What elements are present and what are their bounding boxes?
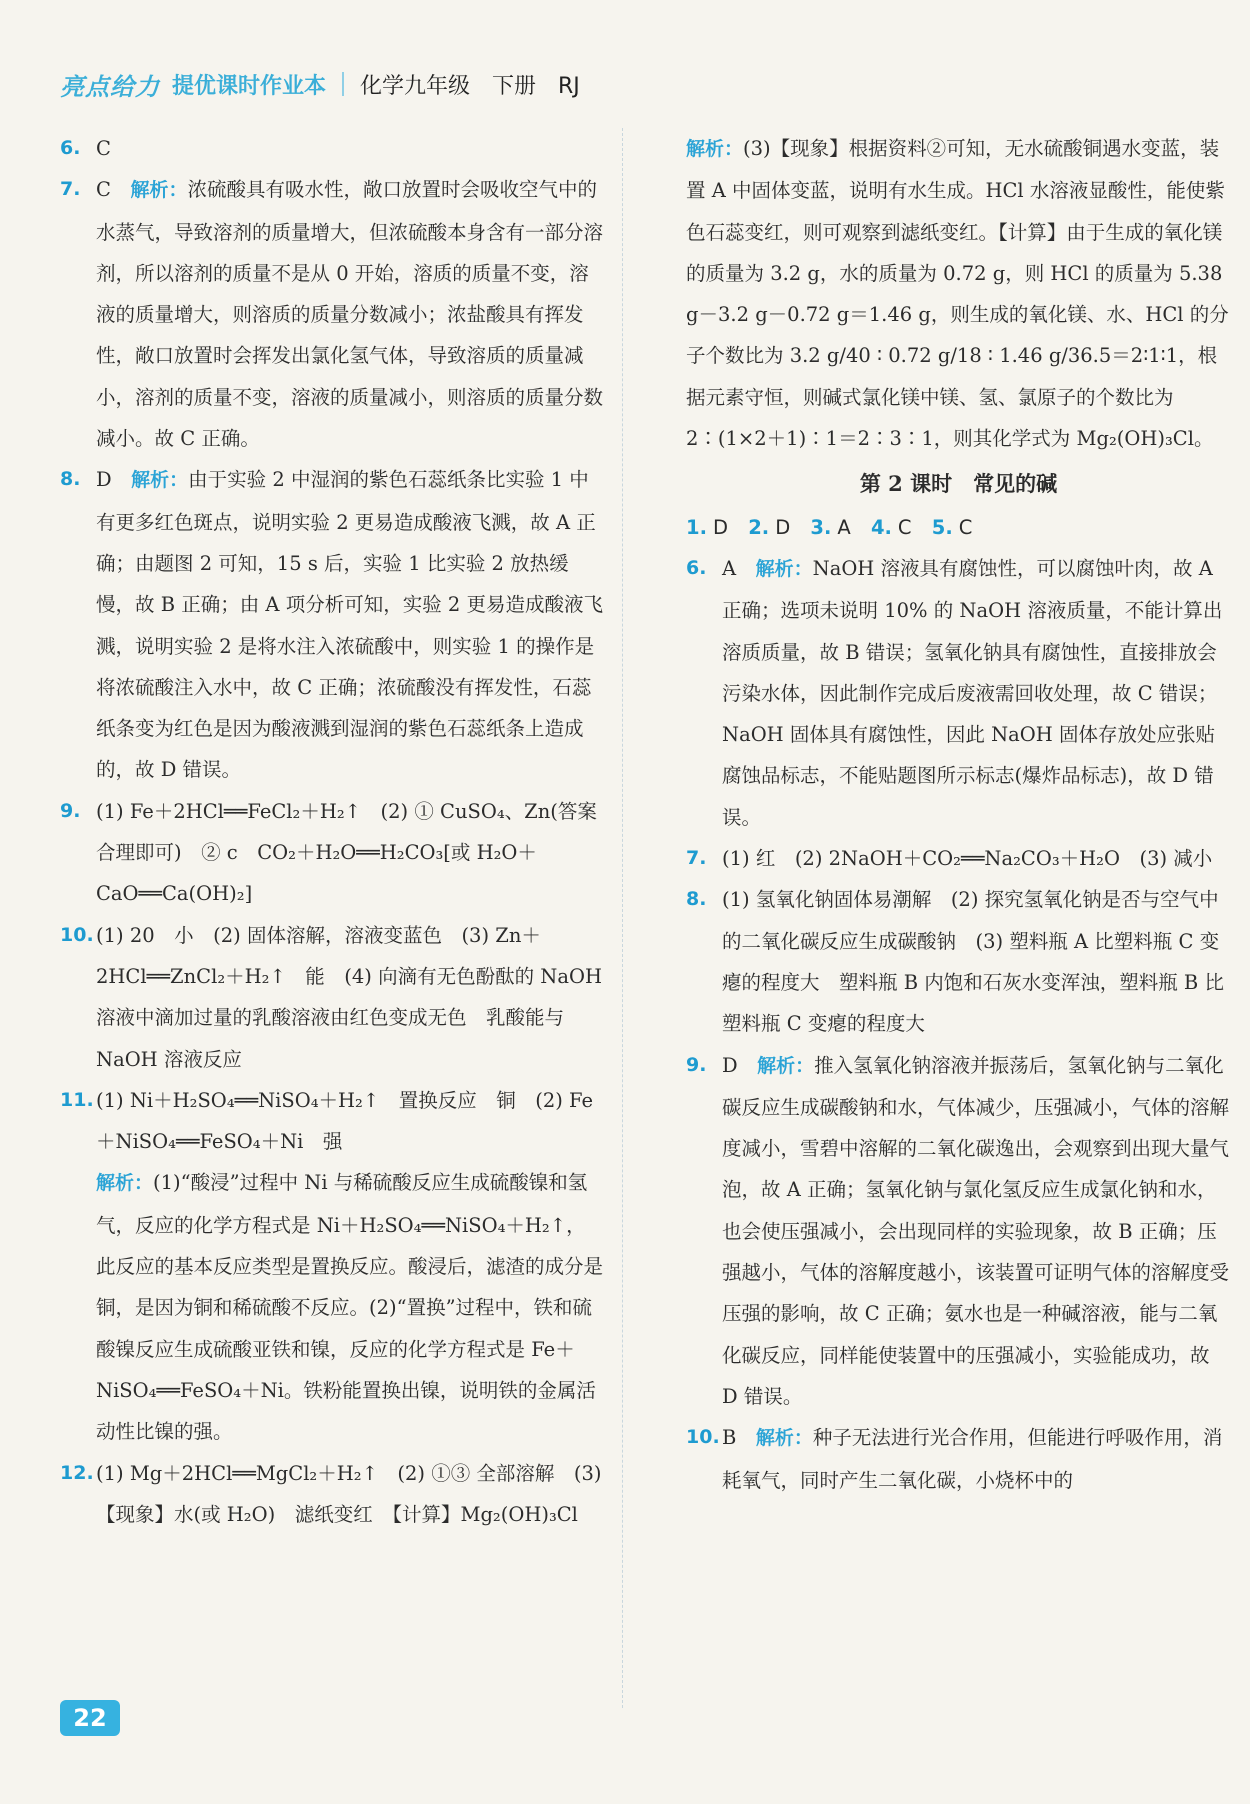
analysis-label: 解析：: [686, 138, 744, 160]
answer-item: [60, 169, 605, 459]
answer-choice: C: [897, 515, 912, 539]
answer-text: NaOH 溶液具有腐蚀性，可以腐蚀叶肉，故 A 正确；选项未说明 10% 的 NaOH 溶液质量，不能计算出溶质质量，故 B 错误；氢氧化钠具有腐蚀性，直接排放会污染水体，因此制作完成后废液需回收处理，故 C 错误；NaOH 固体具有腐蚀性，因此 NaOH 固体存放处应张贴腐蚀品标志，不能贴题图所示标志(爆炸品标志)，故 D 错误。: [722, 556, 1223, 829]
question-number: 7.: [60, 178, 81, 201]
answer-item: [60, 1453, 605, 1536]
analysis-text: (3)【现象】根据资料②可知，无水硫酸铜遇水变蓝，装置 A 中固体变蓝，说明有水生成。HCl 水溶液显酸性，能使紫色石蕊变红，则可观察到滤纸变红。【计算】由于生成的氧化镁的质量为 3.2 g，水的质量为 0.72 g，则 HCl 的质量为 5.38 g－3.2 g－0.72 g＝1.46 g，则生成的氧化镁、水、HCl 的分子个数比为 3.2 g/40 ∶ 0.72 g/18 ∶ 1.46 g/36.5＝2∶1∶1，根据元素守恒，则碱式氯化镁中镁、氢、氯原子的个数比为 2∶(1×2＋1)∶1＝2∶3∶1，则其化学式为 Mg₂(OH)₃Cl。: [686, 137, 1229, 451]
page-number: 22: [60, 1700, 120, 1736]
subject-title: 化学九年级 下册 RJ: [360, 73, 580, 99]
question-number: 9.: [686, 1053, 707, 1076]
question-number: 2.: [748, 515, 770, 539]
question-number: 1.: [686, 515, 707, 539]
answer-choice: D: [712, 515, 728, 539]
question-number: 8.: [60, 468, 81, 491]
question-number: 11.: [60, 1088, 94, 1111]
question-number: 3.: [810, 515, 832, 539]
page-header: [60, 64, 1190, 104]
analysis-label: 解析：: [131, 469, 189, 492]
question-number: 8.: [686, 888, 707, 911]
answer-choice: D: [722, 1053, 738, 1077]
answer-item: [686, 879, 1231, 1044]
answer-item: [60, 791, 605, 915]
answer-text: (1) Fe＋2HCl══FeCl₂＋H₂↑ (2) ① CuSO₄、Zn(答案合理即可) ② c CO₂＋H₂O══H₂CO₃[或 H₂O＋CaO══Ca(OH)₂]: [96, 799, 597, 906]
column-divider: [622, 128, 623, 1708]
question-number: 7.: [686, 847, 707, 870]
lesson-title: 第 2 课时 常见的碱: [859, 471, 1058, 497]
answer-text: (1) 红 (2) 2NaOH＋CO₂══Na₂CO₃＋H₂O (3) 减小: [722, 847, 1213, 871]
analysis-continued: [686, 128, 1231, 459]
answer-choice: D: [96, 468, 112, 492]
analysis-text: (1)“酸浸”过程中 Ni 与稀硫酸反应生成硫酸镍和氢气，反应的化学方程式是 Ni＋H₂SO₄══NiSO₄＋H₂↑，此反应的基本反应类型是置换反应。酸浸后，滤渣的成分是铜，是因为铜和稀硫酸不反应。(2)“置换”过程中，铁和硫酸镍反应生成硫酸亚铁和镍，反应的化学方程式是 Fe＋NiSO₄══FeSO₄＋Ni。铁粉能置换出镍，说明铁的金属活动性比镍的强。: [96, 1171, 604, 1444]
answer-choice: A: [837, 515, 851, 539]
answer-choice: B: [722, 1426, 737, 1450]
answer-item: [686, 838, 1231, 879]
header-divider: [342, 72, 344, 96]
answer-text: 推入氢氧化钠溶液并振荡后，氢氧化钠与二氧化碳反应生成碳酸钠和水，气体减少，压强减小，气体的溶解度减小，雪碧中溶解的二氧化碳逸出，会观察到出现大量气泡，故 A 正确；氢氧化钠与氯化氢反应生成氯化钠和水，也会使压强减小，会出现同样的实验现象，故 B 正确；压强越小，气体的溶解度越小，该装置可证明气体的溶解度受压强的影响，故 C 正确；氨水也是一种碱溶液，能与二氧化碳反应，同样能使装置中的压强减小，实验能成功，故 D 错误。: [722, 1053, 1230, 1408]
question-number: 12.: [60, 1461, 94, 1484]
brand-logo: 亮点给力: [60, 72, 160, 101]
answer-item: [686, 548, 1231, 838]
answer-choice: A: [722, 556, 737, 580]
answer-item: [60, 128, 605, 169]
analysis-label: 解析：: [130, 179, 188, 202]
answer-choice: D: [775, 515, 791, 539]
answer-item: [60, 1080, 605, 1453]
question-number: 6.: [60, 137, 81, 159]
answer-text: 由于实验 2 中湿润的紫色石蕊纸条比实验 1 中有更多红色斑点，说明实验 2 更易造成酸液飞溅，故 A 正确；由题图 2 可知，15 s 后，实验 1 比实验 2 放热缓慢，故 B 正确；由 A 项分析可知，实验 2 更易造成酸液飞溅，说明实验 2 是将水注入浓硫酸中，则实验 1 的操作是将浓硫酸注入水中，故 C 正确；浓硫酸没有挥发性，石蕊纸条变为红色是因为酸液溅到湿润的紫色石蕊纸条上造成的，故 D 错误。: [96, 468, 604, 782]
answer-item: [60, 459, 605, 790]
multiple-choice-answers: [686, 507, 1231, 548]
answer-text: (1) Ni＋H₂SO₄══NiSO₄＋H₂↑ 置换反应 铜 (2) Fe＋NiSO₄══FeSO₄＋Ni 强: [96, 1088, 594, 1154]
answer-text: (1) 20 小 (2) 固体溶解，溶液变蓝色 (3) Zn＋2HCl══ZnCl₂＋H₂↑ 能 (4) 向滴有无色酚酞的 NaOH 溶液中滴加过量的乳酸溶液由红色变成无色 乳酸能与 NaOH 溶液反应: [96, 923, 609, 1071]
answer-text: (1) 氢氧化钠固体易潮解 (2) 探究氢氧化钠是否与空气中的二氧化碳反应生成碳酸钠 (3) 塑料瓶 A 比塑料瓶 C 变瘪的程度大 塑料瓶 B 内饱和石灰水变浑浊，塑料瓶 B 比塑料瓶 C 变瘪的程度大: [722, 888, 1224, 1036]
answer-text: C: [96, 137, 111, 160]
answer-text: (1) Mg＋2HCl══MgCl₂＋H₂↑ (2) ①③ 全部溶解 (3)【现象】水(或 H₂O) 滤纸变红 【计算】Mg₂(OH)₃Cl: [96, 1461, 602, 1526]
question-number: 10.: [60, 923, 94, 946]
answer-item: [686, 1045, 1231, 1418]
answer-text: 浓硫酸具有吸水性，敞口放置时会吸收空气中的水蒸气，导致溶剂的质量增大，但浓硫酸本身含有一部分溶剂，所以溶剂的质量不是从 0 开始，溶质的质量不变，溶液的质量增大，则溶质的质量分数减小；浓盐酸具有挥发性，敞口放置时会挥发出氯化氢气体，导致溶质的质量减小，溶剂的质量不变，溶液的质量减小，则溶质的质量分数减小。故 C 正确。: [96, 178, 604, 451]
question-number: 4.: [870, 515, 892, 539]
analysis-label: 解析：: [755, 1427, 813, 1450]
right-column: [686, 128, 1231, 1501]
answer-text: 种子无法进行光合作用，但能进行呼吸作用，消耗氧气，同时产生二氧化碳，小烧杯中的: [722, 1426, 1223, 1492]
analysis-label: 解析：: [755, 557, 813, 580]
answer-choice: C: [958, 515, 973, 539]
left-column: [60, 128, 609, 1535]
series-title: 提优课时作业本: [172, 73, 327, 99]
analysis-label: 解析：: [96, 1172, 154, 1195]
answer-item: [60, 915, 609, 1080]
question-number: 10.: [686, 1426, 720, 1449]
answer-item: [686, 1417, 1231, 1501]
question-number: 6.: [686, 556, 707, 579]
answer-choice: C: [96, 178, 111, 202]
analysis-label: 解析：: [757, 1054, 815, 1077]
question-number: 5.: [931, 515, 953, 539]
question-number: 9.: [60, 799, 81, 822]
